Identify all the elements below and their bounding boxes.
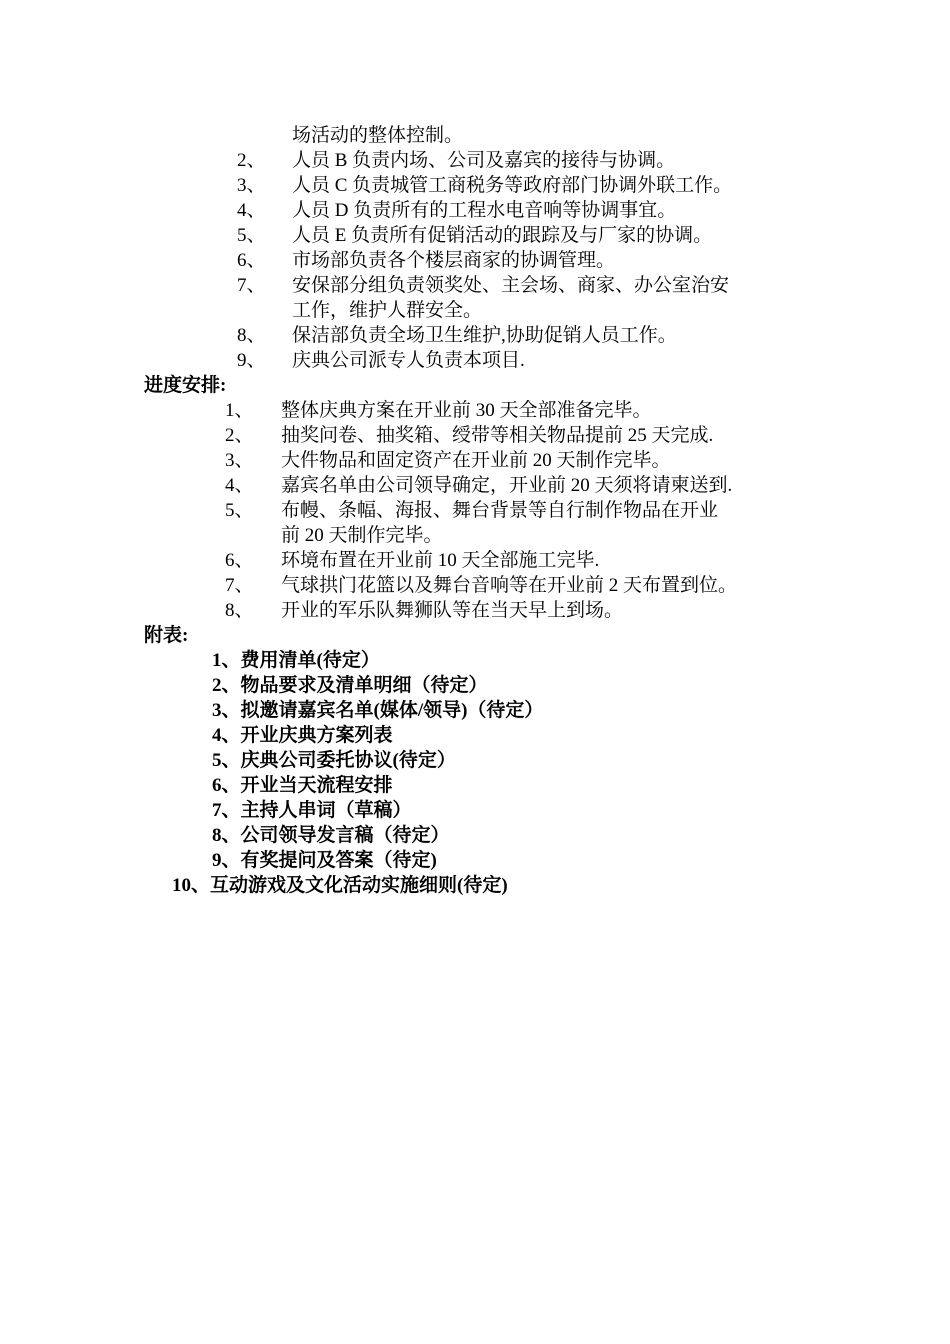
schedule-number: 5、 (225, 500, 254, 521)
responsibility-number: 4、 (237, 200, 266, 221)
responsibility-text: 人员 B 负责内场、公司及嘉宾的接待与协调。 (292, 150, 676, 171)
attachment-item: 9、有奖提问及答案（待定) (212, 850, 437, 871)
responsibility-number: 9、 (237, 350, 266, 371)
responsibility-text: 人员 C 负责城管工商税务等政府部门协调外联工作。 (292, 175, 733, 196)
attachment-item: 6、开业当天流程安排 (212, 775, 393, 796)
attachment-item: 1、费用清单(待定） (212, 650, 380, 671)
responsibility-number: 7、 (237, 275, 266, 296)
responsibility-number: 6、 (237, 250, 266, 271)
attachment-item: 8、公司领导发言稿（待定） (212, 825, 450, 846)
schedule-text: 大件物品和固定资产在开业前 20 天制作完毕。 (281, 450, 671, 471)
responsibility-text: 市场部负责各个楼层商家的协调管理。 (292, 250, 616, 271)
schedule-text: 整体庆典方案在开业前 30 天全部准备完毕。 (281, 400, 652, 421)
schedule-text: 布幔、条幅、海报、舞台背景等自行制作物品在开业 (281, 500, 719, 521)
schedule-number: 8、 (225, 600, 254, 621)
schedule-number: 6、 (225, 550, 254, 571)
schedule-heading: 进度安排: (144, 375, 227, 396)
attachment-item: 10、互动游戏及文化活动实施细则(待定) (172, 875, 508, 896)
schedule-text: 嘉宾名单由公司领导确定，开业前 20 天须将请柬送到. (281, 475, 733, 496)
attachment-item: 3、拟邀请嘉宾名单(媒体/领导)（待定） (212, 700, 544, 721)
responsibility-number: 3、 (237, 175, 266, 196)
schedule-number: 7、 (225, 575, 254, 596)
attachment-item: 2、物品要求及清单明细（待定） (212, 675, 488, 696)
attachment-item: 4、开业庆典方案列表 (212, 725, 393, 746)
responsibility-text: 人员 E 负责所有促销活动的跟踪及与厂家的协调。 (292, 225, 713, 246)
schedule-number: 4、 (225, 475, 254, 496)
schedule-number: 1、 (225, 400, 254, 421)
responsibility-text: 人员 D 负责所有的工程水电音响等协调事宜。 (292, 200, 677, 221)
responsibility-text: 安保部分组负责领奖处、主会场、商家、办公室治安 (292, 275, 730, 296)
responsibility-number: 2、 (237, 150, 266, 171)
responsibility-number: 8、 (237, 325, 266, 346)
responsibility-text: 庆典公司派专人负责本项目. (292, 350, 525, 371)
schedule-text: 开业的军乐队舞狮队等在当天早上到场。 (281, 600, 624, 621)
responsibility-number: 5、 (237, 225, 266, 246)
schedule-number: 3、 (225, 450, 254, 471)
responsibility-text: 保洁部负责全场卫生维护,协助促销人员工作。 (292, 325, 677, 346)
attachments-heading: 附表: (144, 625, 189, 646)
schedule-text: 前 20 天制作完毕。 (281, 525, 443, 546)
schedule-text: 抽奖问卷、抽奖箱、绶带等相关物品提前 25 天完成. (281, 425, 714, 446)
schedule-text: 环境布置在开业前 10 天全部施工完毕. (281, 550, 600, 571)
responsibility-continuation: 场活动的整体控制。 (292, 125, 464, 146)
attachment-item: 5、庆典公司委托协议(待定） (212, 750, 456, 771)
responsibility-text: 工作，维护人群安全。 (292, 300, 483, 321)
schedule-number: 2、 (225, 425, 254, 446)
attachment-item: 7、主持人串词（草稿） (212, 800, 412, 821)
schedule-text: 气球拱门花篮以及舞台音响等在开业前 2 天布置到位。 (281, 575, 738, 596)
